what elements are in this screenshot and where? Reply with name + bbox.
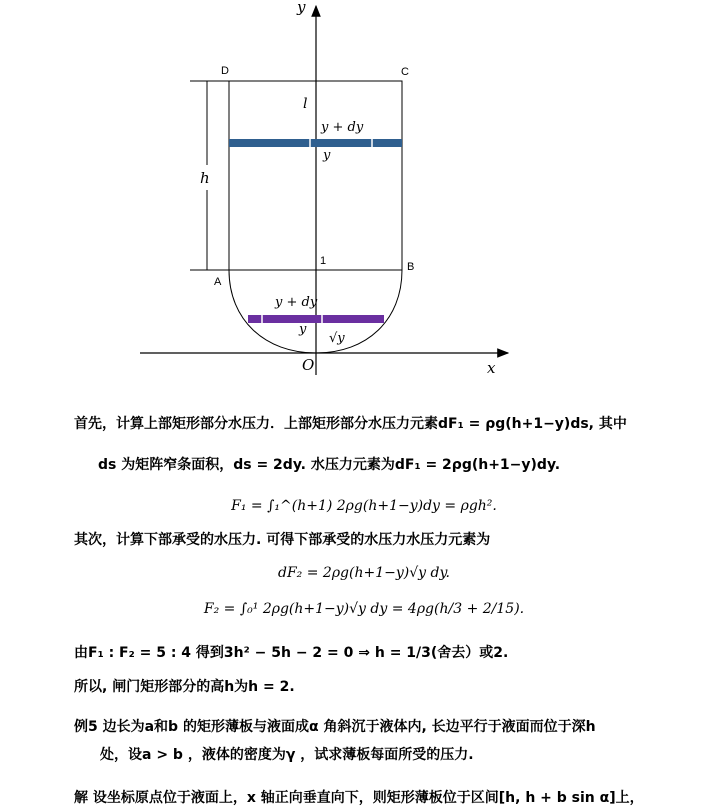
example-5-line-2: 处，设a > b ，液体的密度为γ ，试求薄板每面所受的压力.: [100, 747, 474, 763]
lower-strip-top-label: y + dy: [275, 295, 318, 310]
h-label: h: [200, 169, 210, 187]
x-axis-label: x: [487, 359, 496, 377]
lower-strip-bottom-label: y: [299, 322, 307, 337]
upper-strip: [229, 139, 402, 147]
equation-3: F₂ = ∫₀¹ 2ρg(h+1−y)√y dy = 4ρg(h/3 + 2/15).: [203, 601, 525, 617]
paragraph-3: 其次，计算下部承受的水压力. 可得下部承受的水压力水压力元素为: [74, 532, 491, 548]
corner-c-label: C: [401, 66, 409, 78]
solution-line-1: 解 设坐标原点位于液面上，x 轴正向垂直向下，则矩形薄板位于区间[h, h + b sin α]上，: [74, 790, 644, 806]
equation-1: F₁ = ∫₁^(h+1) 2ρg(h+1−y)dy = ρgh².: [231, 498, 497, 514]
paragraph-1: 首先，计算上部矩形部分水压力．上部矩形部分水压力元素dF₁ = ρg(h+1−y)ds, 其中: [74, 416, 627, 432]
equation-2: dF₂ = 2ρg(h+1−y)√y dy.: [278, 565, 450, 581]
diagram: [0, 0, 728, 400]
lower-strip: [248, 315, 384, 323]
l-label: l: [303, 96, 308, 112]
y-axis-label: y: [297, 0, 306, 16]
origin-label: O: [302, 356, 315, 374]
lower-strip-width-label: √y: [329, 331, 345, 346]
paragraph-2: ds 为矩阵窄条面积，ds = 2dy. 水压力元素为dF₁ = 2ρg(h+1−y)dy.: [98, 457, 561, 473]
paragraph-5: 所以, 闸门矩形部分的高h为h = 2.: [74, 679, 295, 695]
paragraph-4: 由F₁ : F₂ = 5 : 4 得到3h² − 5h − 2 = 0 ⇒ h = 1/3(舍去）或2.: [74, 645, 509, 661]
upper-strip-top-label: y + dy: [321, 120, 364, 135]
corner-a-label: A: [214, 276, 222, 288]
corner-b-label: B: [407, 261, 415, 273]
corner-d-label: D: [221, 65, 229, 77]
upper-strip-bottom-label: y: [323, 148, 331, 163]
example-5-line-1: 例5 边长为a和b 的矩形薄板与液面成α 角斜沉于液体内, 长边平行于液面而位于深h: [74, 719, 596, 735]
one-label: 1: [320, 255, 327, 267]
